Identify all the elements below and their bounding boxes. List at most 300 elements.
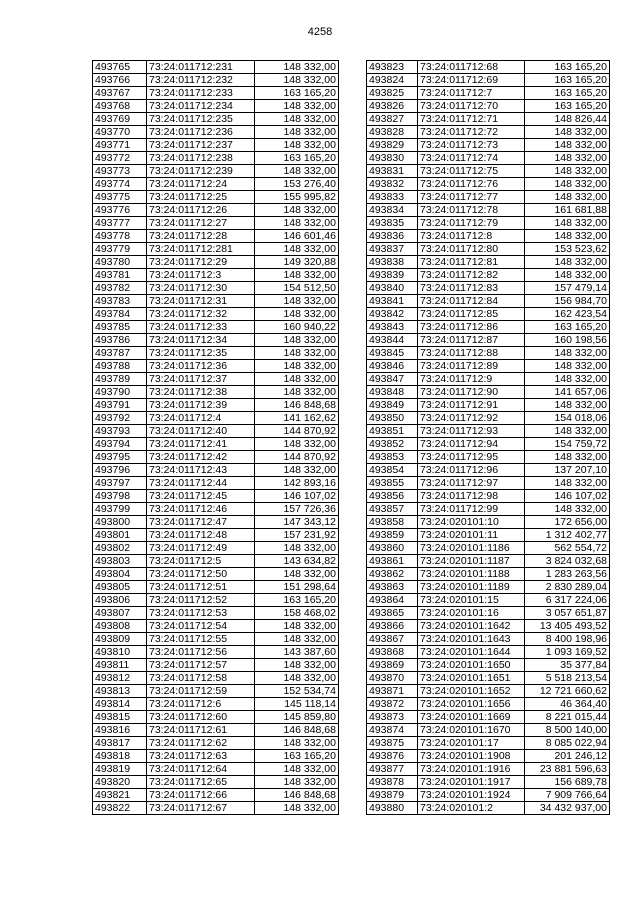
row-id-cell: 493839 [367, 269, 418, 282]
cadastral-number-cell: 73:24:011712:46 [147, 503, 255, 516]
table-row [367, 74, 610, 87]
table-row [367, 763, 610, 776]
table-row [367, 256, 610, 269]
cadastral-number-cell: 73:24:011712:43 [147, 464, 255, 477]
row-id-cell: 493813 [93, 685, 147, 698]
table-row [93, 425, 339, 438]
row-id-cell: 493837 [367, 243, 418, 256]
cadastral-number-cell: 73:24:011712:80 [418, 243, 525, 256]
row-id-cell: 493846 [367, 360, 418, 373]
table-row [367, 802, 610, 815]
value-cell: 12 721 660,62 [525, 685, 610, 698]
value-cell: 148 332,00 [525, 126, 610, 139]
row-id-cell: 493797 [93, 477, 147, 490]
value-cell: 148 332,00 [255, 113, 339, 126]
row-id-cell: 493874 [367, 724, 418, 737]
row-id-cell: 493861 [367, 555, 418, 568]
table-row [367, 685, 610, 698]
value-cell: 148 332,00 [525, 503, 610, 516]
table-row [93, 230, 339, 243]
value-cell: 6 317 224,06 [525, 594, 610, 607]
cadastral-number-cell: 73:24:020101:1908 [418, 750, 525, 763]
table-row [367, 100, 610, 113]
row-id-cell: 493800 [93, 516, 147, 529]
row-id-cell: 493804 [93, 568, 147, 581]
table-row [367, 165, 610, 178]
table-row [367, 386, 610, 399]
cadastral-number-cell: 73:24:011712:55 [147, 633, 255, 646]
cadastral-number-cell: 73:24:011712:5 [147, 555, 255, 568]
value-cell: 148 332,00 [255, 61, 339, 74]
row-id-cell: 493828 [367, 126, 418, 139]
row-id-cell: 493788 [93, 360, 147, 373]
table-row [93, 724, 339, 737]
cadastral-number-cell: 73:24:011712:33 [147, 321, 255, 334]
row-id-cell: 493864 [367, 594, 418, 607]
value-cell: 153 276,40 [255, 178, 339, 191]
cadastral-number-cell: 73:24:020101:1187 [418, 555, 525, 568]
row-id-cell: 493849 [367, 399, 418, 412]
value-cell: 8 085 022,94 [525, 737, 610, 750]
cadastral-number-cell: 73:24:011712:235 [147, 113, 255, 126]
cadastral-number-cell: 73:24:011712:58 [147, 672, 255, 685]
row-id-cell: 493792 [93, 412, 147, 425]
table-row [367, 347, 610, 360]
value-cell: 163 165,20 [525, 100, 610, 113]
value-cell: 148 332,00 [255, 633, 339, 646]
cadastral-number-cell: 73:24:011712:4 [147, 412, 255, 425]
row-id-cell: 493872 [367, 698, 418, 711]
row-id-cell: 493863 [367, 581, 418, 594]
table-row [93, 217, 339, 230]
row-id-cell: 493850 [367, 412, 418, 425]
cadastral-number-cell: 73:24:011712:60 [147, 711, 255, 724]
value-cell: 148 332,00 [255, 776, 339, 789]
row-id-cell: 493803 [93, 555, 147, 568]
value-cell: 148 332,00 [525, 217, 610, 230]
row-id-cell: 493822 [93, 802, 147, 815]
table-row [367, 152, 610, 165]
row-id-cell: 493880 [367, 802, 418, 815]
cadastral-number-cell: 73:24:011712:9 [418, 373, 525, 386]
value-cell: 141 162,62 [255, 412, 339, 425]
table-row [93, 594, 339, 607]
row-id-cell: 493859 [367, 529, 418, 542]
value-cell: 146 848,68 [255, 399, 339, 412]
cadastral-number-cell: 73:24:011712:85 [418, 308, 525, 321]
row-id-cell: 493775 [93, 191, 147, 204]
cadastral-number-cell: 73:24:020101:10 [418, 516, 525, 529]
table-row [367, 620, 610, 633]
cadastral-number-cell: 73:24:011712:95 [418, 451, 525, 464]
table-row [367, 451, 610, 464]
value-cell: 148 332,00 [255, 204, 339, 217]
cadastral-number-cell: 73:24:011712:78 [418, 204, 525, 217]
cadastral-number-cell: 73:24:020101:1189 [418, 581, 525, 594]
row-id-cell: 493826 [367, 100, 418, 113]
value-cell: 148 332,00 [525, 360, 610, 373]
cadastral-number-cell: 73:24:011712:93 [418, 425, 525, 438]
value-cell: 1 093 169,52 [525, 646, 610, 659]
row-id-cell: 493776 [93, 204, 147, 217]
value-cell: 3 824 032,68 [525, 555, 610, 568]
row-id-cell: 493844 [367, 334, 418, 347]
table-row [93, 139, 339, 152]
cadastral-number-cell: 73:24:020101:1916 [418, 763, 525, 776]
value-cell: 161 681,88 [525, 204, 610, 217]
row-id-cell: 493772 [93, 152, 147, 165]
value-cell: 148 332,00 [255, 347, 339, 360]
value-cell: 157 231,92 [255, 529, 339, 542]
cadastral-number-cell: 73:24:011712:32 [147, 308, 255, 321]
row-id-cell: 493777 [93, 217, 147, 230]
value-cell: 163 165,20 [525, 61, 610, 74]
cadastral-number-cell: 73:24:011712:36 [147, 360, 255, 373]
table-row [93, 685, 339, 698]
table-row [367, 412, 610, 425]
row-id-cell: 493778 [93, 230, 147, 243]
row-id-cell: 493793 [93, 425, 147, 438]
row-id-cell: 493845 [367, 347, 418, 360]
cadastral-number-cell: 73:24:011712:99 [418, 503, 525, 516]
row-id-cell: 493810 [93, 646, 147, 659]
cadastral-number-cell: 73:24:011712:82 [418, 269, 525, 282]
table-row [93, 477, 339, 490]
row-id-cell: 493815 [93, 711, 147, 724]
row-id-cell: 493876 [367, 750, 418, 763]
value-cell: 148 332,00 [255, 568, 339, 581]
table-row [367, 607, 610, 620]
cadastral-number-cell: 73:24:011712:48 [147, 529, 255, 542]
table-row [93, 607, 339, 620]
table-row [93, 503, 339, 516]
value-cell: 8 400 198,96 [525, 633, 610, 646]
row-id-cell: 493768 [93, 100, 147, 113]
table-row [367, 399, 610, 412]
table-row [367, 464, 610, 477]
table-row [93, 87, 339, 100]
table-row [93, 269, 339, 282]
value-cell: 148 332,00 [525, 425, 610, 438]
table-row [367, 555, 610, 568]
cadastral-number-cell: 73:24:011712:50 [147, 568, 255, 581]
table-row [93, 113, 339, 126]
table-row [367, 516, 610, 529]
row-id-cell: 493831 [367, 165, 418, 178]
row-id-cell: 493843 [367, 321, 418, 334]
row-id-cell: 493814 [93, 698, 147, 711]
value-cell: 148 332,00 [525, 139, 610, 152]
cadastral-number-cell: 73:24:011712:59 [147, 685, 255, 698]
cadastral-table-right [366, 60, 610, 815]
table-row [367, 750, 610, 763]
table-row [93, 126, 339, 139]
row-id-cell: 493781 [93, 269, 147, 282]
cadastral-number-cell: 73:24:011712:79 [418, 217, 525, 230]
cadastral-number-cell: 73:24:011712:237 [147, 139, 255, 152]
cadastral-number-cell: 73:24:011712:68 [418, 61, 525, 74]
cadastral-number-cell: 73:24:020101:1644 [418, 646, 525, 659]
table-row [93, 243, 339, 256]
table-row [93, 282, 339, 295]
row-id-cell: 493835 [367, 217, 418, 230]
value-cell: 46 364,40 [525, 698, 610, 711]
table-row [367, 698, 610, 711]
row-id-cell: 493827 [367, 113, 418, 126]
row-id-cell: 493819 [93, 763, 147, 776]
cadastral-number-cell: 73:24:011712:47 [147, 516, 255, 529]
cadastral-number-cell: 73:24:020101:1188 [418, 568, 525, 581]
table-row [367, 594, 610, 607]
row-id-cell: 493867 [367, 633, 418, 646]
table-row [93, 646, 339, 659]
row-id-cell: 493784 [93, 308, 147, 321]
cadastral-number-cell: 73:24:011712:25 [147, 191, 255, 204]
value-cell: 148 332,00 [525, 347, 610, 360]
row-id-cell: 493870 [367, 672, 418, 685]
cadastral-number-cell: 73:24:011712:66 [147, 789, 255, 802]
page-number: 4258 [307, 26, 333, 38]
table-row [367, 672, 610, 685]
row-id-cell: 493877 [367, 763, 418, 776]
value-cell: 148 332,00 [525, 399, 610, 412]
table-row [93, 750, 339, 763]
table-row [367, 295, 610, 308]
cadastral-number-cell: 73:24:011712:88 [418, 347, 525, 360]
value-cell: 148 332,00 [255, 737, 339, 750]
value-cell: 148 332,00 [255, 620, 339, 633]
value-cell: 148 332,00 [255, 386, 339, 399]
value-cell: 8 221 015,44 [525, 711, 610, 724]
cadastral-number-cell: 73:24:011712:86 [418, 321, 525, 334]
value-cell: 156 689,78 [525, 776, 610, 789]
cadastral-number-cell: 73:24:011712:76 [418, 178, 525, 191]
table-row [367, 87, 610, 100]
value-cell: 145 118,14 [255, 698, 339, 711]
row-id-cell: 493840 [367, 282, 418, 295]
table-row [367, 568, 610, 581]
value-cell: 163 165,20 [255, 87, 339, 100]
table-row [367, 776, 610, 789]
cadastral-number-cell: 73:24:020101:1186 [418, 542, 525, 555]
cadastral-number-cell: 73:24:011712:81 [418, 256, 525, 269]
row-id-cell: 493866 [367, 620, 418, 633]
value-cell: 5 518 213,54 [525, 672, 610, 685]
table-row [367, 282, 610, 295]
table-row [93, 698, 339, 711]
cadastral-table-left [92, 60, 339, 815]
value-cell: 148 332,00 [525, 269, 610, 282]
table-row [367, 204, 610, 217]
value-cell: 148 332,00 [525, 477, 610, 490]
table-row [367, 646, 610, 659]
value-cell: 148 332,00 [525, 191, 610, 204]
table-row [93, 490, 339, 503]
table-row [93, 204, 339, 217]
value-cell: 157 726,36 [255, 503, 339, 516]
value-cell: 148 332,00 [525, 373, 610, 386]
table-row [367, 139, 610, 152]
value-cell: 143 387,60 [255, 646, 339, 659]
cadastral-number-cell: 73:24:011712:27 [147, 217, 255, 230]
cadastral-number-cell: 73:24:020101:11 [418, 529, 525, 542]
value-cell: 148 332,00 [255, 217, 339, 230]
table-row [367, 126, 610, 139]
cadastral-number-cell: 73:24:011712:30 [147, 282, 255, 295]
row-id-cell: 493858 [367, 516, 418, 529]
cadastral-number-cell: 73:24:011712:44 [147, 477, 255, 490]
cadastral-number-cell: 73:24:011712:83 [418, 282, 525, 295]
table-row [367, 490, 610, 503]
cadastral-number-cell: 73:24:011712:74 [418, 152, 525, 165]
value-cell: 3 057 651,87 [525, 607, 610, 620]
row-id-cell: 493830 [367, 152, 418, 165]
value-cell: 148 332,00 [525, 178, 610, 191]
value-cell: 157 479,14 [525, 282, 610, 295]
table-row [93, 360, 339, 373]
cadastral-number-cell: 73:24:020101:1651 [418, 672, 525, 685]
value-cell: 1 312 402,77 [525, 529, 610, 542]
row-id-cell: 493786 [93, 334, 147, 347]
cadastral-number-cell: 73:24:011712:69 [418, 74, 525, 87]
table-row [93, 633, 339, 646]
row-id-cell: 493765 [93, 61, 147, 74]
cadastral-number-cell: 73:24:011712:63 [147, 750, 255, 763]
cadastral-number-cell: 73:24:011712:39 [147, 399, 255, 412]
value-cell: 153 523,62 [525, 243, 610, 256]
table-row [93, 802, 339, 815]
value-cell: 148 332,00 [255, 360, 339, 373]
row-id-cell: 493820 [93, 776, 147, 789]
table-row [367, 230, 610, 243]
value-cell: 148 332,00 [255, 542, 339, 555]
value-cell: 163 165,20 [255, 594, 339, 607]
value-cell: 2 830 289,04 [525, 581, 610, 594]
table-row [367, 503, 610, 516]
cadastral-number-cell: 73:24:011712:231 [147, 61, 255, 74]
table-row [93, 737, 339, 750]
cadastral-number-cell: 73:24:011712:92 [418, 412, 525, 425]
cadastral-number-cell: 73:24:011712:34 [147, 334, 255, 347]
row-id-cell: 493841 [367, 295, 418, 308]
row-id-cell: 493869 [367, 659, 418, 672]
table-row [367, 243, 610, 256]
table-row [93, 321, 339, 334]
cadastral-number-cell: 73:24:011712:52 [147, 594, 255, 607]
row-id-cell: 493767 [93, 87, 147, 100]
row-id-cell: 493787 [93, 347, 147, 360]
row-id-cell: 493852 [367, 438, 418, 451]
value-cell: 7 909 766,64 [525, 789, 610, 802]
table-row [93, 191, 339, 204]
row-id-cell: 493823 [367, 61, 418, 74]
value-cell: 34 432 937,00 [525, 802, 610, 815]
table-row [93, 308, 339, 321]
cadastral-number-cell: 73:24:011712:239 [147, 165, 255, 178]
cadastral-number-cell: 73:24:020101:16 [418, 607, 525, 620]
table-row [93, 100, 339, 113]
value-cell: 148 332,00 [255, 139, 339, 152]
table-row [367, 321, 610, 334]
value-cell: 146 848,68 [255, 789, 339, 802]
value-cell: 13 405 493,52 [525, 620, 610, 633]
value-cell: 23 881 596,63 [525, 763, 610, 776]
cadastral-number-cell: 73:24:011712:26 [147, 204, 255, 217]
cadastral-number-cell: 73:24:011712:29 [147, 256, 255, 269]
value-cell: 1 283 263,56 [525, 568, 610, 581]
value-cell: 35 377,84 [525, 659, 610, 672]
value-cell: 162 423,54 [525, 308, 610, 321]
value-cell: 151 298,64 [255, 581, 339, 594]
row-id-cell: 493854 [367, 464, 418, 477]
value-cell: 148 332,00 [255, 308, 339, 321]
value-cell: 160 940,22 [255, 321, 339, 334]
cadastral-number-cell: 73:24:011712:61 [147, 724, 255, 737]
cadastral-number-cell: 73:24:011712:91 [418, 399, 525, 412]
table-row [93, 386, 339, 399]
row-id-cell: 493824 [367, 74, 418, 87]
cadastral-number-cell: 73:24:011712:89 [418, 360, 525, 373]
value-cell: 155 995,82 [255, 191, 339, 204]
table-row [93, 373, 339, 386]
cadastral-number-cell: 73:24:011712:45 [147, 490, 255, 503]
table-row [367, 360, 610, 373]
row-id-cell: 493834 [367, 204, 418, 217]
value-cell: 148 332,00 [255, 126, 339, 139]
table-row [93, 711, 339, 724]
row-id-cell: 493795 [93, 451, 147, 464]
cadastral-number-cell: 73:24:020101:1924 [418, 789, 525, 802]
cadastral-number-cell: 73:24:020101:1669 [418, 711, 525, 724]
table-row [93, 412, 339, 425]
row-id-cell: 493817 [93, 737, 147, 750]
value-cell: 148 332,00 [255, 334, 339, 347]
cadastral-number-cell: 73:24:011712:72 [418, 126, 525, 139]
table-row [367, 581, 610, 594]
table-row [93, 74, 339, 87]
table-row [93, 61, 339, 74]
value-cell: 146 107,02 [255, 490, 339, 503]
row-id-cell: 493809 [93, 633, 147, 646]
table-row [367, 477, 610, 490]
cadastral-number-cell: 73:24:020101:2 [418, 802, 525, 815]
cadastral-number-cell: 73:24:011712:42 [147, 451, 255, 464]
value-cell: 148 332,00 [255, 243, 339, 256]
table-row [93, 295, 339, 308]
table-row [367, 659, 610, 672]
row-id-cell: 493847 [367, 373, 418, 386]
row-id-cell: 493808 [93, 620, 147, 633]
table-row [367, 425, 610, 438]
table-row [367, 633, 610, 646]
table-row [93, 516, 339, 529]
cadastral-number-cell: 73:24:011712:54 [147, 620, 255, 633]
value-cell: 154 018,06 [525, 412, 610, 425]
cadastral-number-cell: 73:24:011712:56 [147, 646, 255, 659]
table-row [93, 438, 339, 451]
value-cell: 141 657,06 [525, 386, 610, 399]
table-row [93, 347, 339, 360]
value-cell: 148 332,00 [255, 165, 339, 178]
table-row [367, 711, 610, 724]
cadastral-number-cell: 73:24:011712:49 [147, 542, 255, 555]
cadastral-number-cell: 73:24:011712:24 [147, 178, 255, 191]
value-cell: 156 984,70 [525, 295, 610, 308]
value-cell: 146 601,46 [255, 230, 339, 243]
row-id-cell: 493801 [93, 529, 147, 542]
table-row [93, 256, 339, 269]
cadastral-number-cell: 73:24:011712:53 [147, 607, 255, 620]
